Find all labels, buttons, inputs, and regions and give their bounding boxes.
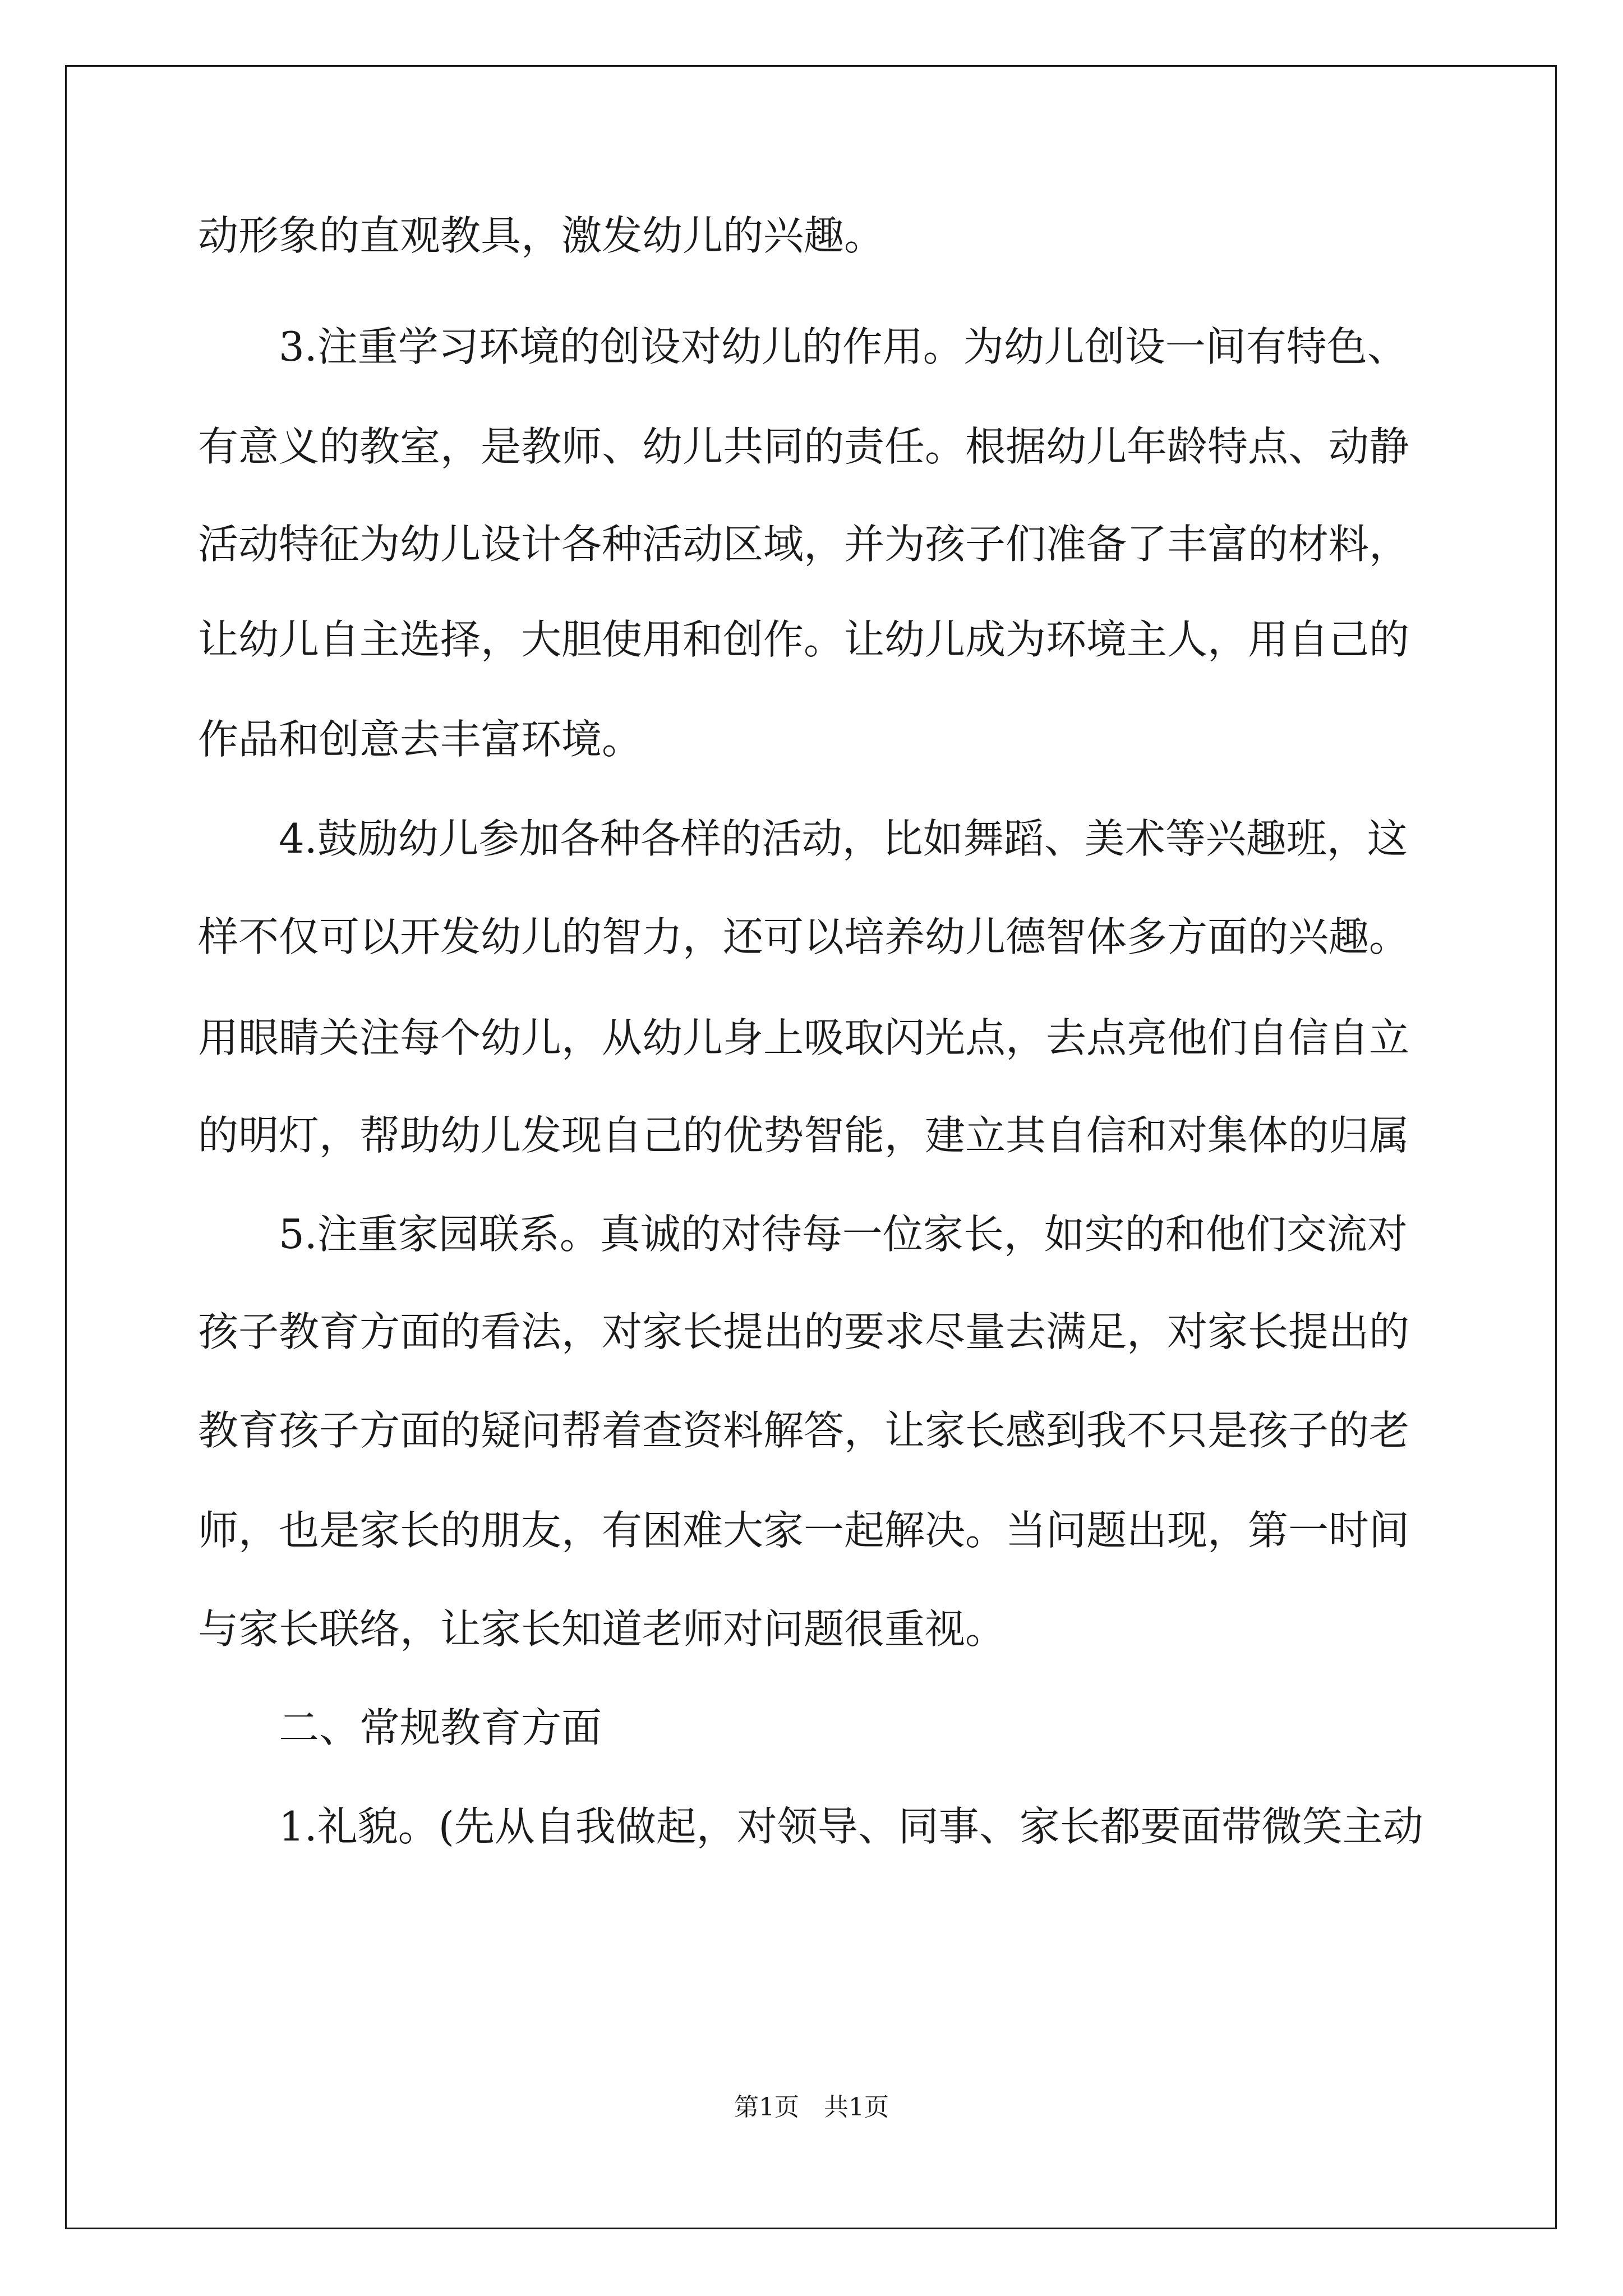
text-line: 动形象的直观教具，激发幼儿的兴趣。 [198, 212, 885, 259]
text-line: 样不仅可以开发幼儿的智力，还可以培养幼儿德智体多方面的兴趣。 [198, 913, 1410, 960]
text-line: 3.注重学习环境的创设对幼儿的作用。为幼儿创设一间有特色、 [279, 323, 1408, 370]
text-line: 5.注重家园联系。真诚的对待每一位家长，如实的和他们交流对 [279, 1211, 1408, 1258]
text-line: 4.鼓励幼儿参加各种各样的活动，比如舞蹈、美术等兴趣班，这 [279, 815, 1408, 862]
text-line: 有意义的教室，是教师、幼儿共同的责任。根据幼儿年龄特点、动静 [198, 423, 1410, 470]
text-line: 让幼儿自主选择，大胆使用和创作。让幼儿成为环境主人，用自己的 [198, 616, 1410, 663]
text-line: 与家长联络，让家长知道老师对问题很重视。 [198, 1605, 1006, 1653]
page-number-footer: 第1页 共1页 [734, 2093, 889, 2122]
text-line: 作品和创意去丰富环境。 [198, 716, 643, 763]
text-line: 师，也是家长的朋友，有困难大家一起解决。当问题出现，第一时间 [198, 1507, 1410, 1554]
text-line: 教育孩子方面的疑问帮着查资料解答，让家长感到我不只是孩子的老 [198, 1407, 1410, 1454]
text-line: 1.礼貌。(先从自我做起，对领导、同事、家长都要面带微笑主动 [279, 1803, 1423, 1850]
text-line: 孩子教育方面的看法，对家长提出的要求尽量去满足，对家长提出的 [198, 1308, 1410, 1355]
text-line: 用眼睛关注每个幼儿，从幼儿身上吸取闪光点，去点亮他们自信自立 [198, 1014, 1410, 1061]
section-heading: 二、常规教育方面 [279, 1704, 602, 1751]
text-line: 活动特征为幼儿设计各种活动区域，并为孩子们准备了丰富的材料， [198, 521, 1410, 568]
text-line: 的明灯，帮助幼儿发现自己的优势智能，建立其自信和对集体的归属 [198, 1112, 1410, 1159]
